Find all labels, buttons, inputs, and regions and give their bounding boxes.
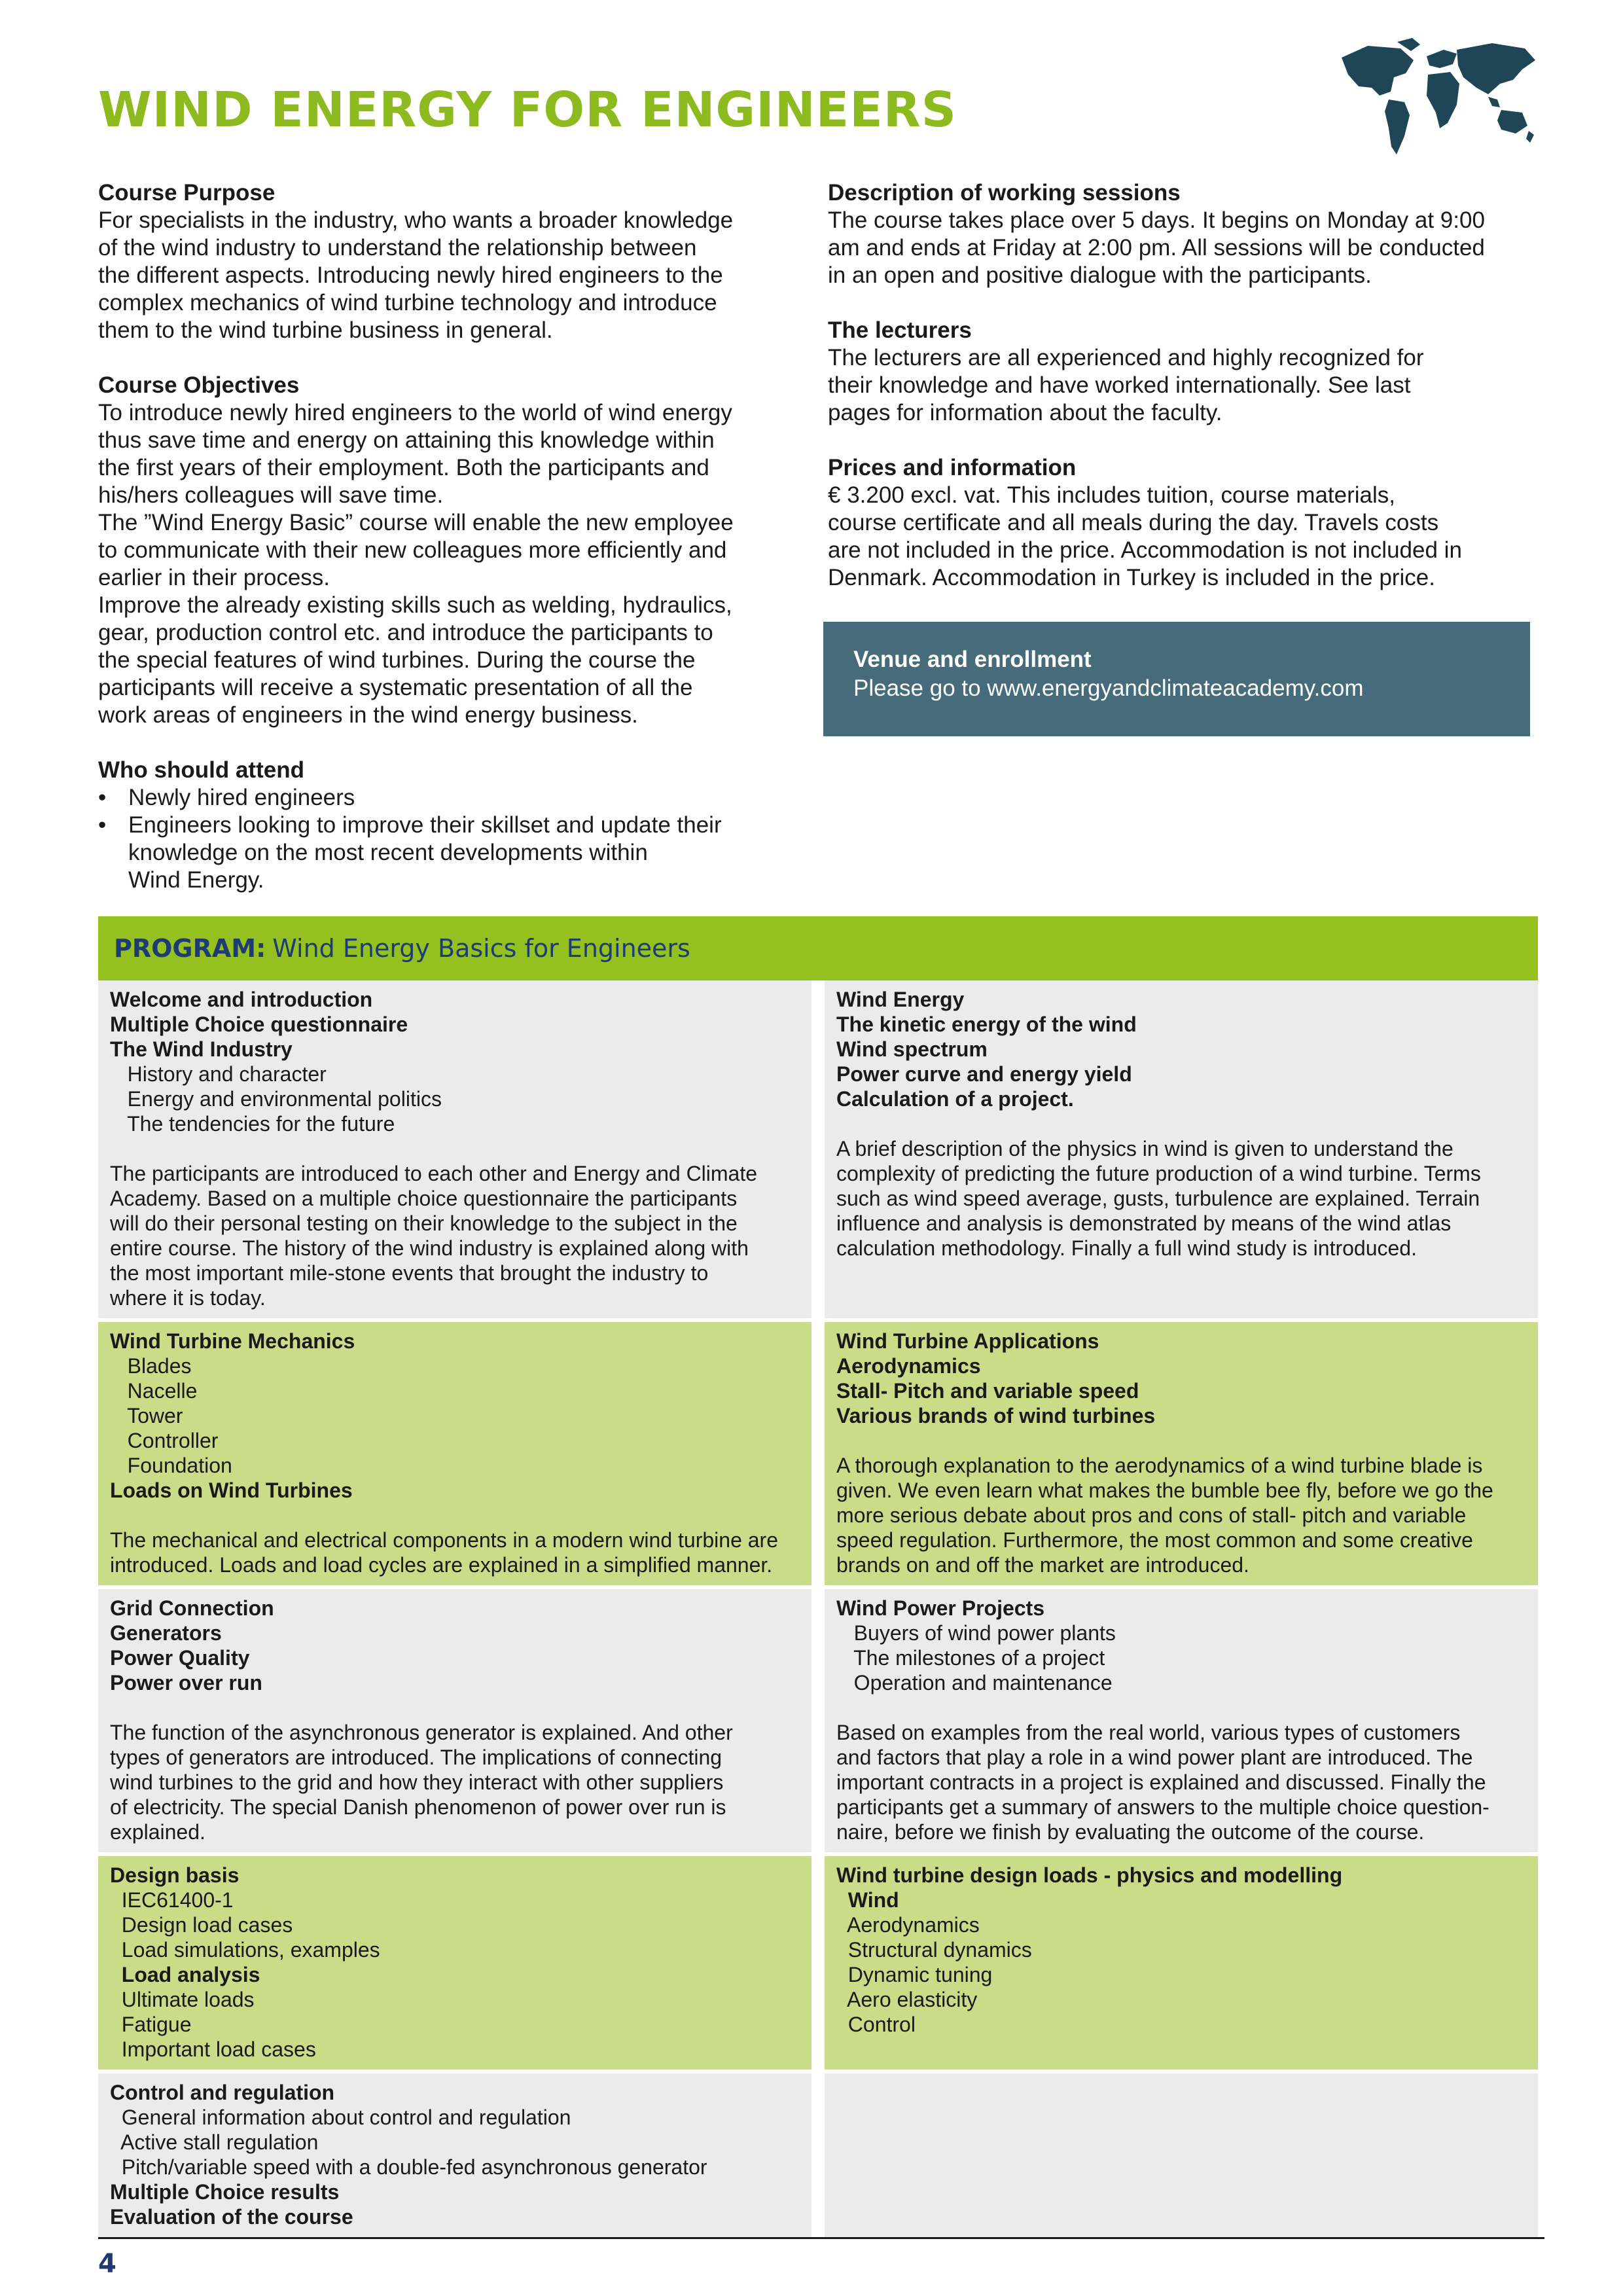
text-line: pages for information about the faculty. — [828, 400, 1222, 425]
text-line: the most important mile-stone events that brought the industry to — [110, 1261, 709, 1285]
program-cell — [825, 980, 1538, 1318]
venue-title: Venue and enrollment — [853, 647, 1092, 672]
text-line: introduced. Loads and load cycles are explained in a simplified manner. — [110, 1553, 773, 1577]
text-line: Improve the already existing skills such as welding, hydraulics, — [98, 592, 732, 618]
program-description — [110, 1161, 800, 1310]
section-body — [828, 482, 1541, 592]
section-body — [98, 207, 812, 344]
program-subtopic: Buyers of wind power plants — [836, 1621, 1116, 1645]
text-line: knowledge on the most recent developments within — [128, 840, 648, 865]
program-subtopic: Operation and maintenance — [836, 1671, 1113, 1695]
program-topic: The Wind Industry — [110, 1037, 293, 1061]
program-description — [836, 1136, 1526, 1261]
program-topic: Multiple Choice results — [110, 2180, 340, 2204]
text-line: his/hers colleagues will save time. — [98, 482, 444, 508]
list-item — [98, 784, 812, 812]
section-body — [828, 207, 1541, 289]
text-line: explained. — [110, 1820, 205, 1844]
text-line: The lecturers are all experienced and highly recognized for — [828, 345, 1424, 370]
program-topic: Control and regulation — [110, 2081, 335, 2104]
text-line: such as wind speed average, gusts, turbulence are explained. Terrain — [836, 1187, 1480, 1210]
world-map-icon — [1329, 31, 1544, 169]
text-line: The mechanical and electrical components in a modern wind turbine are — [110, 1528, 778, 1552]
program-topic: Loads on Wind Turbines — [110, 1479, 353, 1502]
program-topic: Multiple Choice questionnaire — [110, 1013, 408, 1036]
text-line: gear, production control etc. and introduce the participants to — [98, 620, 713, 645]
program-subtitle: Wind Energy Basics for Engineers — [272, 934, 690, 963]
text-line: entire course. The history of the wind industry is explained along with — [110, 1236, 749, 1260]
program-topic: Wind Power Projects — [836, 1596, 1044, 1620]
program-subtopic: Design load cases — [110, 1913, 293, 1937]
program-cell — [98, 2073, 812, 2237]
program-subtopic: The milestones of a project — [836, 1646, 1105, 1670]
text-line: more serious debate about pros and cons of stall- pitch and variable — [836, 1503, 1467, 1527]
list-item — [98, 812, 812, 894]
program-topic: Wind spectrum — [836, 1037, 988, 1061]
text-line: their knowledge and have worked internationally. See last — [828, 372, 1411, 398]
text-line: work areas of engineers in the wind energy business. — [98, 702, 638, 728]
footer-divider — [98, 2237, 1544, 2239]
text-line: to communicate with their new colleagues more efficiently and — [98, 537, 727, 563]
program-label: PROGRAM: — [114, 934, 266, 963]
who-should-attend-section — [98, 757, 812, 894]
program-subtopic: General information about control and regulation — [110, 2106, 571, 2129]
program-subtopic: Structural dynamics — [836, 1938, 1032, 1962]
attendee-list — [98, 784, 812, 894]
program-topic: Wind — [836, 1888, 899, 1912]
program-subtopic: Controller — [110, 1429, 219, 1452]
program-topic: Wind Turbine Applications — [836, 1329, 1099, 1353]
program-topic: Power curve and energy yield — [836, 1062, 1132, 1086]
text-line: calculation methodology. Finally a full wind study is introduced. — [836, 1236, 1417, 1260]
text-line: Academy. Based on a multiple choice questionnaire the participants — [110, 1187, 738, 1210]
text-line: the special features of wind turbines. During the course the — [98, 647, 696, 673]
program-description — [110, 1720, 800, 1844]
program-topic: Generators — [110, 1621, 222, 1645]
lecturers-section — [828, 317, 1541, 427]
section-heading: The lecturers — [828, 317, 972, 343]
program-cell — [825, 1589, 1538, 1852]
program-subtopic: Fatigue — [110, 2013, 192, 2036]
program-cell — [825, 1322, 1538, 1585]
program-subtopic: Aero elasticity — [836, 1988, 978, 2011]
text-line: Engineers looking to improve their skillset and update their — [128, 812, 722, 838]
text-line: € 3.200 excl. vat. This includes tuition, course materials, — [828, 482, 1396, 508]
text-line: complexity of predicting the future production of a wind turbine. Terms — [836, 1162, 1481, 1185]
program-subtopic: IEC61400-1 — [110, 1888, 234, 1912]
venue-link[interactable]: Please go to www.energyandclimateacademy.com — [853, 675, 1364, 701]
program-topic: Calculation of a project. — [836, 1087, 1074, 1111]
venue-box — [823, 622, 1530, 736]
program-description — [110, 1528, 800, 1577]
program-cell — [825, 2073, 1538, 2237]
program-topic: Wind Turbine Mechanics — [110, 1329, 355, 1353]
program-subtopic: Control — [836, 2013, 916, 2036]
text-line: Wind Energy. — [128, 867, 264, 893]
program-topic: Evaluation of the course — [110, 2205, 353, 2229]
text-line: am and ends at Friday at 2:00 pm. All sessions will be conducted — [828, 235, 1485, 260]
program-subtopic: Aerodynamics — [836, 1913, 980, 1937]
text-line: the first years of their employment. Both the participants and — [98, 455, 709, 480]
section-heading: Who should attend — [98, 757, 304, 783]
program-topic: The kinetic energy of the wind — [836, 1013, 1137, 1036]
course-objectives-section — [98, 372, 812, 729]
section-body — [98, 399, 812, 729]
text-line: given. We even learn what makes the bumble bee fly, before we go the — [836, 1479, 1493, 1502]
text-line: influence and analysis is demonstrated by means of the wind atlas — [836, 1211, 1452, 1235]
text-line: A brief description of the physics in wind is given to understand the — [836, 1137, 1454, 1160]
text-line: complex mechanics of wind turbine technology and introduce — [98, 290, 717, 315]
program-topic: Various brands of wind turbines — [836, 1404, 1156, 1427]
text-line: the different aspects. Introducing newly hired engineers to the — [98, 262, 723, 288]
text-line: them to the wind turbine business in general. — [98, 317, 553, 343]
text-line: wind turbines to the grid and how they interact with other suppliers — [110, 1770, 724, 1794]
text-line: are not included in the price. Accommodation is not included in — [828, 537, 1462, 563]
program-topic: Welcome and introduction — [110, 988, 373, 1011]
text-line: participants will receive a systematic presentation of all the — [98, 675, 693, 700]
program-subtopic: Important load cases — [110, 2037, 316, 2061]
text-line: of electricity. The special Danish phenomenon of power over run is — [110, 1795, 726, 1819]
program-cell — [98, 1322, 812, 1585]
program-subtopic: Foundation — [110, 1454, 232, 1477]
program-subtopic: Tower — [110, 1404, 183, 1427]
text-line: Denmark. Accommodation in Turkey is included in the price. — [828, 565, 1435, 590]
program-subtopic: The tendencies for the future — [110, 1112, 395, 1136]
program-cell — [825, 1856, 1538, 2070]
text-line: in an open and positive dialogue with the participants. — [828, 262, 1372, 288]
text-line: brands on and off the market are introduced. — [836, 1553, 1249, 1577]
page-title: WIND ENERGY FOR ENGINEERS — [98, 82, 957, 138]
text-line: naire, before we finish by evaluating the outcome of the course. — [836, 1820, 1425, 1844]
course-purpose-section — [98, 179, 812, 344]
text-line: The ”Wind Energy Basic” course will enable the new employee — [98, 510, 734, 535]
program-topic: Grid Connection — [110, 1596, 274, 1620]
text-line: A thorough explanation to the aerodynamics of a wind turbine blade is — [836, 1454, 1483, 1477]
program-description — [836, 1453, 1526, 1577]
program-topic: Load analysis — [110, 1963, 260, 1986]
program-cell — [98, 980, 812, 1318]
text-line: For specialists in the industry, who wants a broader knowledge — [98, 207, 734, 233]
program-topic: Power Quality — [110, 1646, 250, 1670]
text-line: earlier in their process. — [98, 565, 330, 590]
program-cell — [98, 1856, 812, 2070]
working-sessions-section — [828, 179, 1541, 289]
left-column — [98, 179, 812, 922]
program-subtopic: Load simulations, examples — [110, 1938, 380, 1962]
section-heading: Course Objectives — [98, 372, 300, 398]
program-subtopic: Pitch/variable speed with a double-fed asynchronous generator — [110, 2155, 707, 2179]
text-line: The participants are introduced to each other and Energy and Climate — [110, 1162, 758, 1185]
program-cell — [98, 1589, 812, 1852]
program-header — [98, 916, 1538, 980]
text-line: participants get a summary of answers to the multiple choice question- — [836, 1795, 1489, 1819]
text-line: Based on examples from the real world, various types of customers — [836, 1721, 1461, 1744]
text-line: thus save time and energy on attaining this knowledge within — [98, 427, 715, 453]
text-line: and factors that play a role in a wind power plant are introduced. The — [836, 1746, 1473, 1769]
section-heading: Description of working sessions — [828, 180, 1181, 206]
prices-section — [828, 454, 1541, 592]
program-subtopic: Active stall regulation — [110, 2130, 319, 2154]
page-number: 4 — [98, 2249, 116, 2279]
right-column — [828, 179, 1541, 619]
program-subtopic: Nacelle — [110, 1379, 198, 1403]
section-heading: Prices and information — [828, 455, 1077, 480]
program-subtopic: Dynamic tuning — [836, 1963, 993, 1986]
text-line: course certificate and all meals during the day. Travels costs — [828, 510, 1439, 535]
text-line: will do their personal testing on their knowledge to the subject in the — [110, 1211, 738, 1235]
text-line: Newly hired engineers — [128, 785, 355, 810]
program-table — [98, 980, 1538, 2237]
program-topic: Stall- Pitch and variable speed — [836, 1379, 1139, 1403]
program-topic: Design basis — [110, 1863, 240, 1887]
program-subtopic: Energy and environmental politics — [110, 1087, 442, 1111]
program-topic: Wind Energy — [836, 988, 965, 1011]
program-topic: Aerodynamics — [836, 1354, 981, 1378]
section-body — [828, 344, 1541, 427]
text-line: The course takes place over 5 days. It begins on Monday at 9:00 — [828, 207, 1485, 233]
program-subtopic: Blades — [110, 1354, 192, 1378]
text-line: speed regulation. Furthermore, the most common and some creative — [836, 1528, 1473, 1552]
section-heading: Course Purpose — [98, 180, 276, 206]
program-topic: Wind turbine design loads - physics and modelling — [836, 1863, 1343, 1887]
program-topic: Power over run — [110, 1671, 262, 1695]
text-line: To introduce newly hired engineers to the world of wind energy — [98, 400, 732, 425]
text-line: The function of the asynchronous generator is explained. And other — [110, 1721, 733, 1744]
text-line: important contracts in a project is explained and discussed. Finally the — [836, 1770, 1486, 1794]
text-line: types of generators are introduced. The implications of connecting — [110, 1746, 722, 1769]
text-line: of the wind industry to understand the relationship between — [98, 235, 697, 260]
text-line: where it is today. — [110, 1286, 266, 1310]
program-subtopic: Ultimate loads — [110, 1988, 255, 2011]
program-subtopic: History and character — [110, 1062, 327, 1086]
program-description — [836, 1720, 1526, 1844]
